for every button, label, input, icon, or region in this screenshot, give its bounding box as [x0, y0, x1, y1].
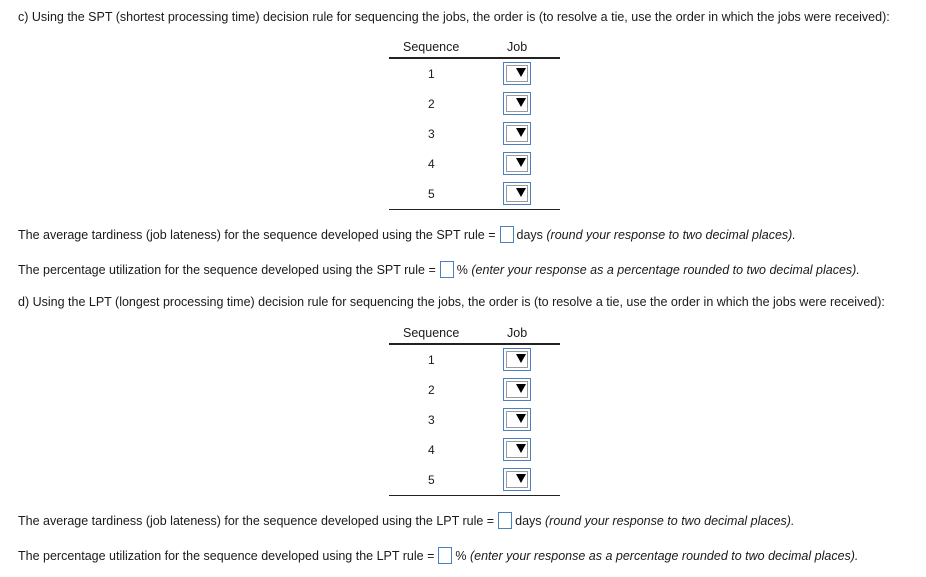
dropdown-arrow-icon: [516, 98, 526, 107]
lpt-utilization-unit: %: [455, 548, 467, 563]
spt-tardiness-unit: days: [516, 227, 543, 242]
spt-sequence-table: [389, 37, 560, 210]
table-row: [389, 149, 560, 179]
table-row: [389, 179, 560, 209]
table-row: [389, 59, 560, 89]
job-column-header: Job: [507, 326, 528, 340]
dropdown-arrow-icon: [516, 354, 526, 363]
table-row: [389, 435, 560, 465]
sequence-number: 4: [428, 443, 435, 457]
dropdown-arrow-icon: [516, 414, 526, 423]
job-select-2[interactable]: [503, 92, 531, 115]
dropdown-arrow-icon: [516, 68, 526, 77]
job-select-3[interactable]: [503, 408, 531, 431]
table-row: [389, 375, 560, 405]
dropdown-arrow-icon: [516, 158, 526, 167]
spt-utilization-prefix: The percentage utilization for the sequence developed using the SPT rule =: [18, 262, 436, 277]
sequence-number: 1: [428, 353, 435, 367]
lpt-sequence-table: [389, 323, 560, 496]
table-row: [389, 89, 560, 119]
sequence-column-header: Sequence: [403, 40, 460, 54]
job-select-1[interactable]: [503, 348, 531, 371]
job-select-4[interactable]: [503, 438, 531, 461]
job-select-1[interactable]: [503, 62, 531, 85]
sequence-number: 3: [428, 127, 435, 141]
spt-tardiness-input[interactable]: [500, 226, 514, 243]
job-column-header: Job: [507, 40, 528, 54]
job-select-3[interactable]: [503, 122, 531, 145]
lpt-utilization-prefix: The percentage utilization for the sequence developed using the LPT rule =: [18, 548, 435, 563]
table-row: [389, 119, 560, 149]
spt-tardiness-prefix: The average tardiness (job lateness) for the sequence developed using the SPT rule =: [18, 227, 496, 242]
spt-utilization-unit: %: [456, 262, 468, 277]
dropdown-arrow-icon: [516, 128, 526, 137]
spt-tardiness-line: [18, 227, 796, 244]
dropdown-arrow-icon: [516, 474, 526, 483]
lpt-tardiness-line: [18, 513, 794, 530]
part-c-heading: c) Using the SPT (shortest processing time) decision rule for sequencing the jobs, the order is (to resolve a tie, use the order in which the jobs were received):: [18, 10, 890, 24]
lpt-tardiness-input[interactable]: [498, 512, 512, 529]
sequence-number: 4: [428, 157, 435, 171]
sequence-column-header: Sequence: [403, 326, 460, 340]
table-row: [389, 465, 560, 495]
table-row: [389, 405, 560, 435]
sequence-number: 2: [428, 97, 435, 111]
job-select-4[interactable]: [503, 152, 531, 175]
job-select-5[interactable]: [503, 182, 531, 205]
sequence-number: 5: [428, 187, 435, 201]
table-bottom-rule: [389, 209, 560, 210]
sequence-number: 3: [428, 413, 435, 427]
lpt-tardiness-hint: (round your response to two decimal places).: [545, 513, 795, 528]
dropdown-arrow-icon: [516, 188, 526, 197]
dropdown-arrow-icon: [516, 384, 526, 393]
lpt-utilization-hint: (enter your response as a percentage rounded to two decimal places).: [469, 548, 859, 563]
table-row: [389, 345, 560, 375]
lpt-tardiness-unit: days: [515, 513, 542, 528]
spt-utilization-input[interactable]: [440, 261, 454, 278]
dropdown-arrow-icon: [516, 444, 526, 453]
spt-utilization-line: [18, 262, 860, 279]
table-header: [389, 37, 560, 59]
spt-utilization-hint: (enter your response as a percentage rounded to two decimal places).: [471, 262, 860, 277]
job-select-2[interactable]: [503, 378, 531, 401]
job-select-5[interactable]: [503, 468, 531, 491]
sequence-number: 1: [428, 67, 435, 81]
spt-tardiness-hint: (round your response to two decimal places).: [546, 227, 796, 242]
part-d-heading: d) Using the LPT (longest processing time) decision rule for sequencing the jobs, the order is (to resolve a tie, use the order in which the jobs were received):: [18, 295, 885, 309]
lpt-tardiness-prefix: The average tardiness (job lateness) for the sequence developed using the LPT rule =: [18, 513, 495, 528]
lpt-utilization-input[interactable]: [438, 547, 452, 564]
table-header: [389, 323, 560, 345]
lpt-utilization-line: [18, 548, 858, 565]
sequence-number: 5: [428, 473, 435, 487]
table-bottom-rule: [389, 495, 560, 496]
sequence-number: 2: [428, 383, 435, 397]
